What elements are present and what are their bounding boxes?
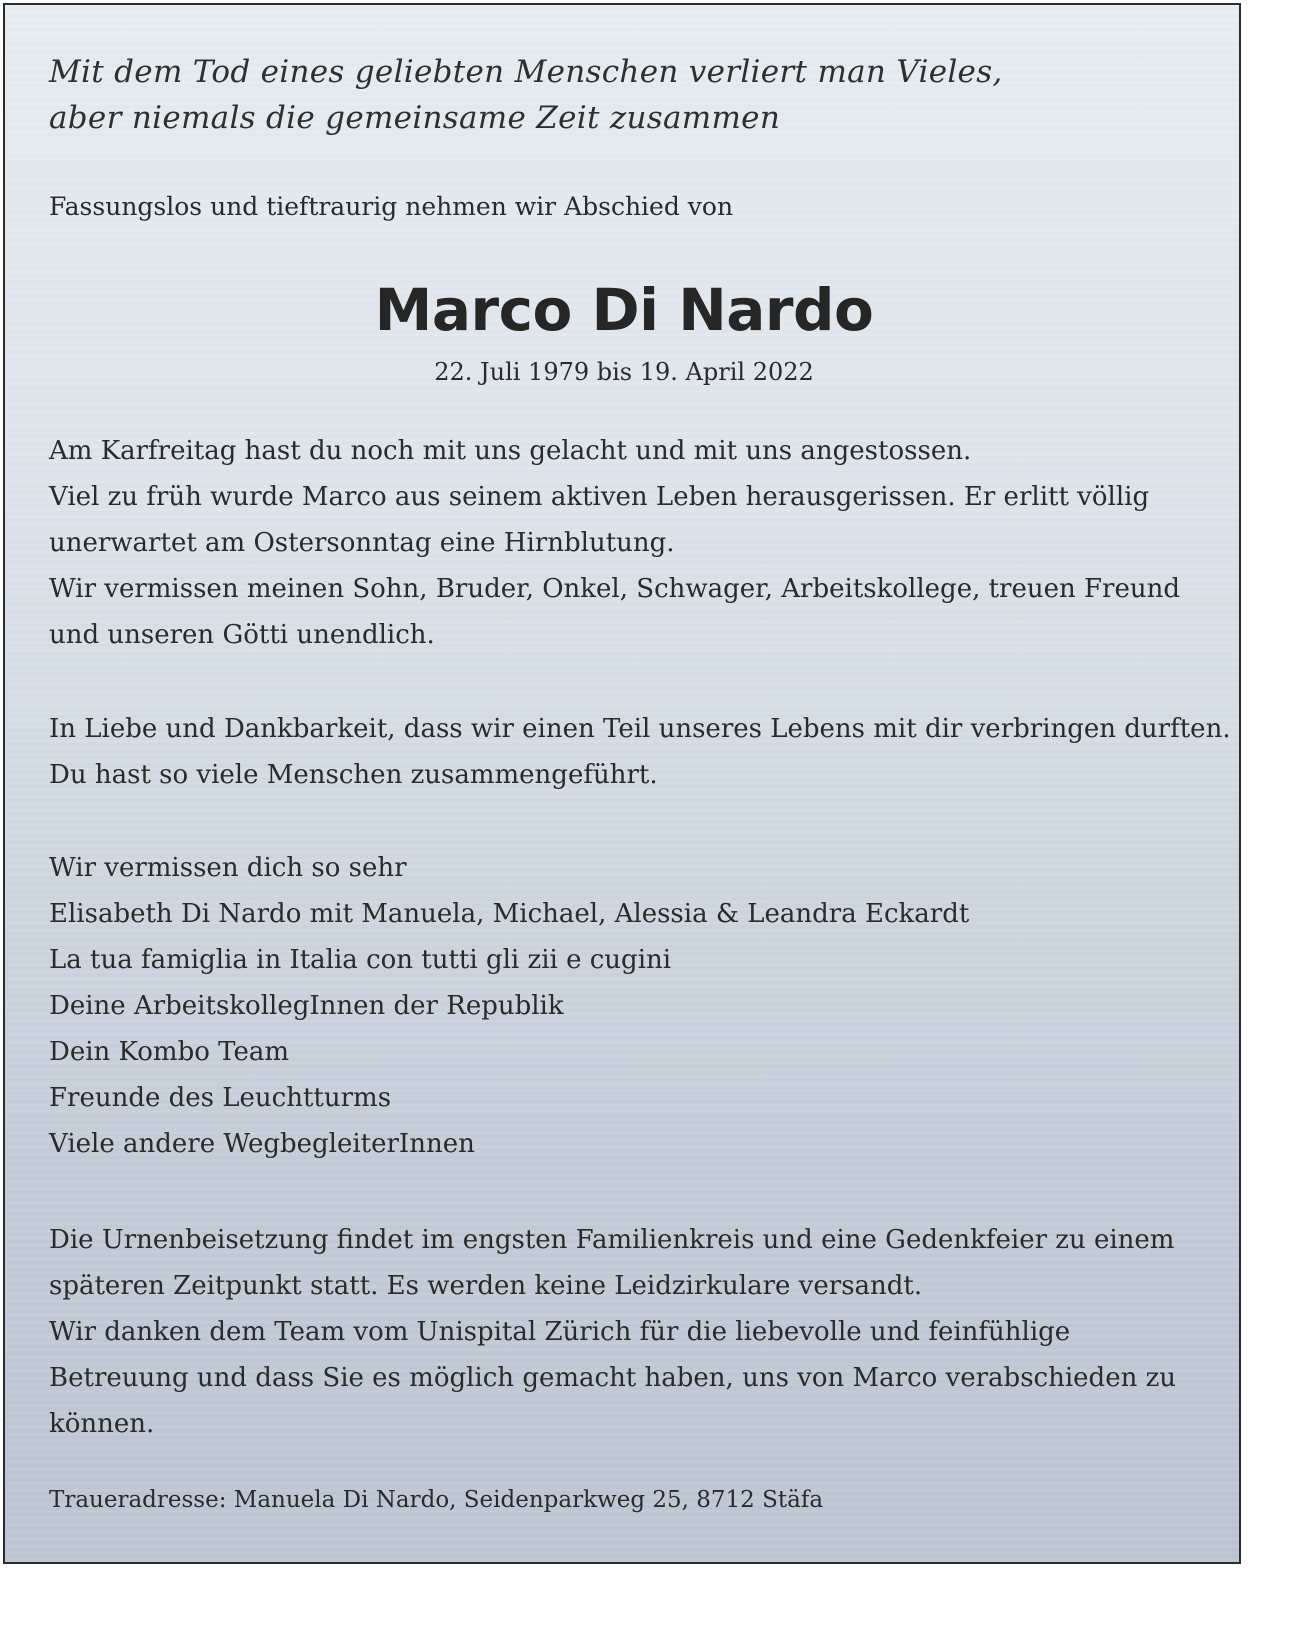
- paragraph-line: Wir danken dem Team vom Unispital Zürich für die liebevolle und feinfühlige: [49, 1317, 1071, 1347]
- paragraph-line: unerwartet am Ostersonntag eine Hirnblutung.: [49, 528, 675, 558]
- mourning-address: Traueradresse: Manuela Di Nardo, Seidenparkweg 25, 8712 Stäfa: [49, 1487, 824, 1513]
- mourner-line: Elisabeth Di Nardo mit Manuela, Michael, Alessia & Leandra Eckardt: [49, 899, 970, 929]
- intro-text: Fassungslos und tieftraurig nehmen wir Abschied von: [49, 192, 734, 221]
- memorial-paragraph-3: [49, 1217, 1176, 1447]
- mourner-line: Deine ArbeitskollegInnen der Republik: [49, 991, 564, 1021]
- motto-quote: [49, 49, 1003, 141]
- life-dates: 22. Juli 1979 bis 19. April 2022: [434, 358, 814, 386]
- obituary-card: [3, 3, 1241, 1564]
- paragraph-line: In Liebe und Dankbarkeit, dass wir einen Teil unseres Lebens mit dir verbringen durften.: [49, 714, 1231, 744]
- mourner-line: Wir vermissen dich so sehr: [49, 853, 407, 883]
- memorial-paragraph-2: [49, 706, 1231, 798]
- motto-line-1: Mit dem Tod eines geliebten Menschen verliert man Vieles,: [49, 54, 1003, 90]
- memorial-paragraph-1: [49, 428, 1180, 658]
- mourner-line: Dein Kombo Team: [49, 1037, 290, 1067]
- paragraph-line: können.: [49, 1409, 155, 1439]
- deceased-name: Marco Di Nardo: [374, 276, 874, 344]
- paragraph-line: späteren Zeitpunkt statt. Es werden keine Leidzirkulare versandt.: [49, 1271, 923, 1301]
- mourner-line: Viele andere WegbegleiterInnen: [49, 1129, 475, 1159]
- paragraph-line: und unseren Götti unendlich.: [49, 620, 435, 650]
- paragraph-line: Du hast so viele Menschen zusammengeführt.: [49, 760, 658, 790]
- paragraph-line: Betreuung und dass Sie es möglich gemacht haben, uns von Marco verabschieden zu: [49, 1363, 1177, 1393]
- motto-line-2: aber niemals die gemeinsame Zeit zusammen: [49, 100, 781, 136]
- mourners-list: [49, 845, 969, 1167]
- paragraph-line: Wir vermissen meinen Sohn, Bruder, Onkel, Schwager, Arbeitskollege, treuen Freund: [49, 574, 1180, 604]
- mourner-line: La tua famiglia in Italia con tutti gli zii e cugini: [49, 945, 672, 975]
- paragraph-line: Am Karfreitag hast du noch mit uns gelacht und mit uns angestossen.: [49, 436, 972, 466]
- paragraph-line: Die Urnenbeisetzung findet im engsten Familienkreis und eine Gedenkfeier zu einem: [49, 1225, 1175, 1255]
- mourner-line: Freunde des Leuchtturms: [49, 1083, 392, 1113]
- paragraph-line: Viel zu früh wurde Marco aus seinem aktiven Leben herausgerissen. Er erlitt völlig: [49, 482, 1150, 512]
